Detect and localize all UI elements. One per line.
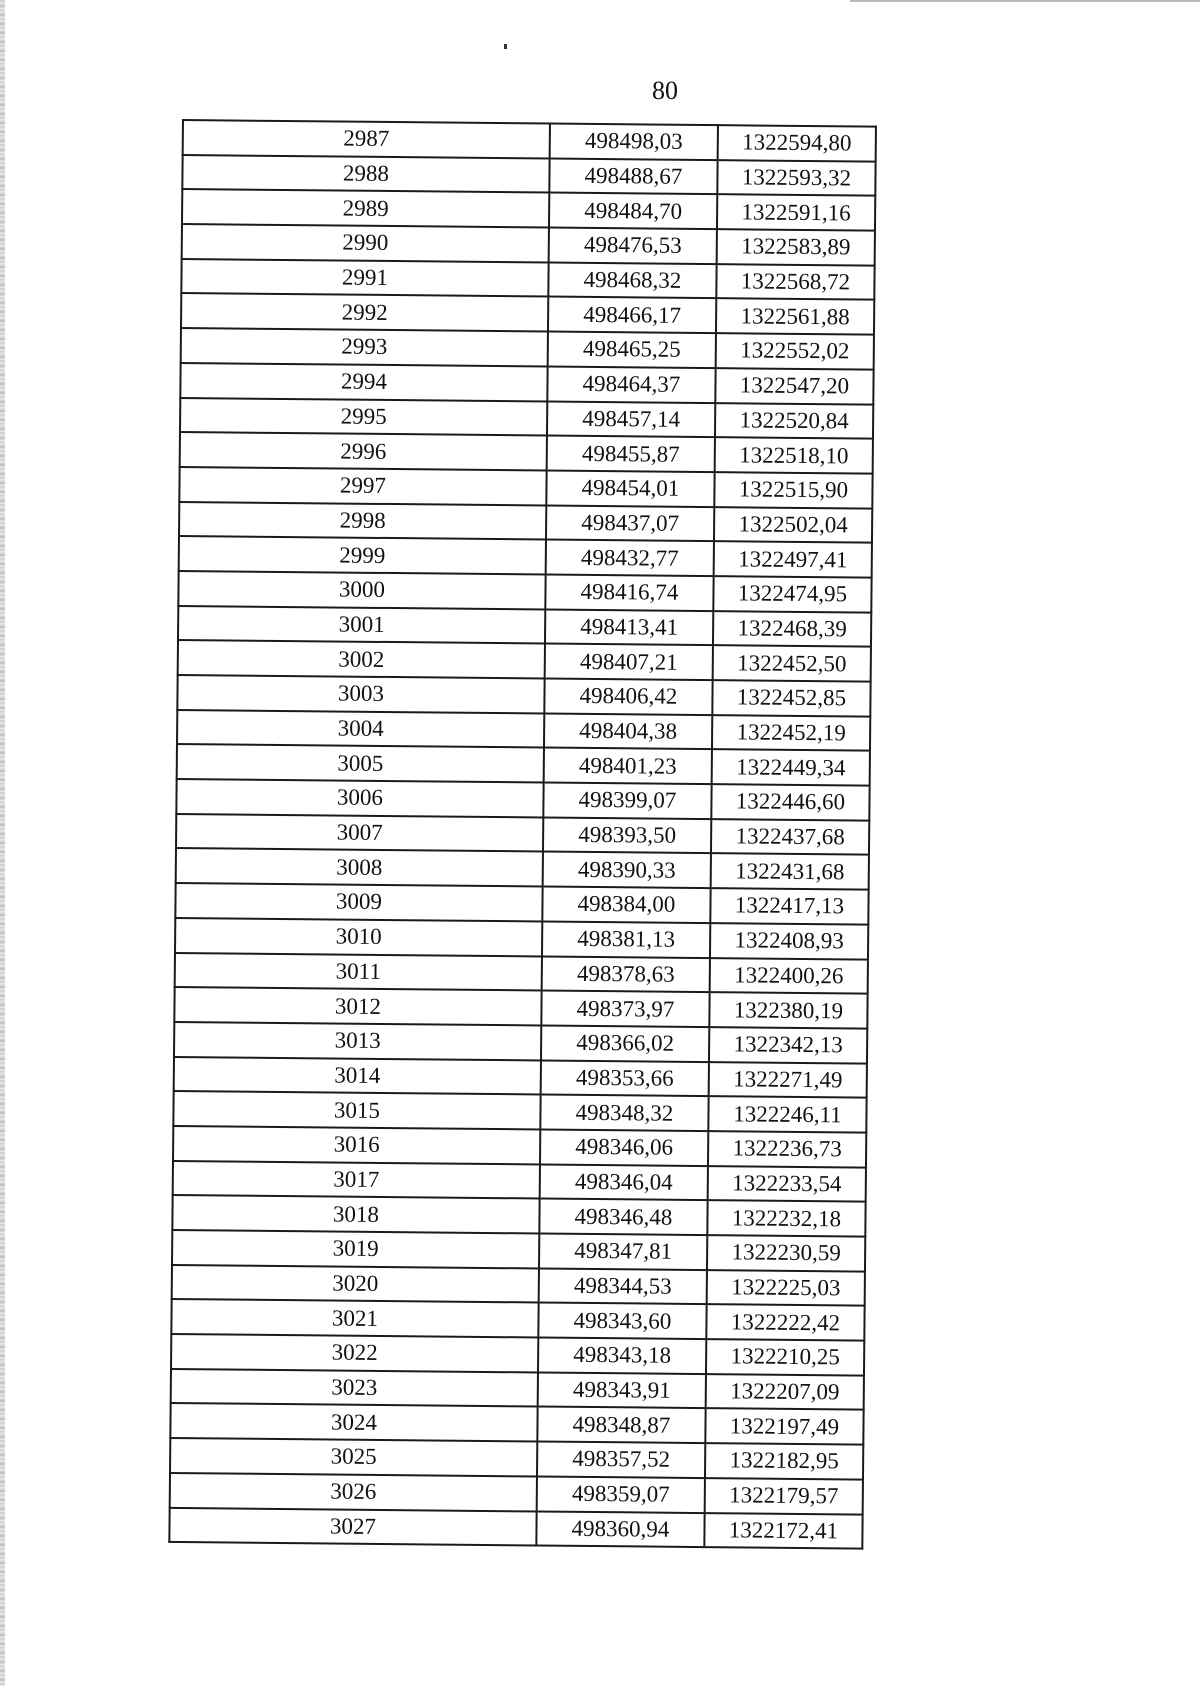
x-coordinate-cell: 498437,07: [546, 505, 714, 541]
y-coordinate-cell: 1322452,85: [712, 680, 870, 716]
x-coordinate-cell: 498404,38: [544, 713, 712, 749]
x-coordinate-cell: 498498,03: [550, 124, 718, 160]
x-coordinate-cell: 498466,17: [548, 297, 716, 333]
point-number-cell: 3007: [176, 814, 543, 852]
x-coordinate-cell: 498432,77: [546, 540, 714, 576]
point-number-cell: 2997: [179, 467, 546, 505]
x-coordinate-cell: 498344,53: [539, 1268, 707, 1304]
y-coordinate-cell: 1322452,50: [713, 645, 871, 681]
x-coordinate-cell: 498366,02: [541, 1025, 709, 1061]
point-number-cell: 3024: [170, 1403, 537, 1441]
y-coordinate-cell: 1322583,89: [717, 229, 875, 265]
x-coordinate-cell: 498346,06: [540, 1129, 708, 1165]
x-coordinate-cell: 498393,50: [543, 817, 711, 853]
x-coordinate-cell: 498348,87: [537, 1407, 705, 1443]
y-coordinate-cell: 1322594,80: [718, 125, 876, 161]
scan-speck: [504, 44, 507, 49]
point-number-cell: 2995: [180, 397, 547, 435]
y-coordinate-cell: 1322172,41: [704, 1513, 862, 1549]
x-coordinate-cell: 498353,66: [541, 1060, 709, 1096]
x-coordinate-cell: 498343,60: [538, 1303, 706, 1339]
scan-top-edge: [850, 0, 1200, 2]
coordinates-table: [168, 119, 877, 1550]
coordinates-table-body: [169, 120, 876, 1549]
point-number-cell: 3006: [176, 779, 543, 817]
point-number-cell: 2996: [180, 432, 547, 470]
y-coordinate-cell: 1322474,95: [713, 576, 871, 612]
y-coordinate-cell: 1322408,93: [710, 923, 868, 959]
y-coordinate-cell: 1322437,68: [711, 819, 869, 855]
point-number-cell: 2992: [181, 293, 548, 331]
page-number: 80: [652, 76, 678, 105]
point-number-cell: 3027: [169, 1507, 536, 1545]
point-number-cell: 3023: [171, 1369, 538, 1407]
y-coordinate-cell: 1322446,60: [711, 784, 869, 820]
point-number-cell: 3016: [173, 1126, 540, 1164]
y-coordinate-cell: 1322197,49: [705, 1409, 863, 1445]
y-coordinate-cell: 1322222,42: [706, 1304, 864, 1340]
point-number-cell: 3020: [172, 1265, 539, 1303]
point-number-cell: 3004: [177, 710, 544, 748]
y-coordinate-cell: 1322233,54: [708, 1166, 866, 1202]
x-coordinate-cell: 498413,41: [545, 609, 713, 645]
x-coordinate-cell: 498406,42: [544, 679, 712, 715]
point-number-cell: 3013: [174, 1022, 541, 1060]
y-coordinate-cell: 1322236,73: [708, 1131, 866, 1167]
x-coordinate-cell: 498347,81: [539, 1233, 707, 1269]
x-coordinate-cell: 498484,70: [549, 193, 717, 229]
point-number-cell: 3019: [172, 1230, 539, 1268]
x-coordinate-cell: 498381,13: [542, 921, 710, 957]
point-number-cell: 2987: [183, 120, 550, 158]
point-number-cell: 3014: [174, 1057, 541, 1095]
x-coordinate-cell: 498348,32: [540, 1095, 708, 1131]
y-coordinate-cell: 1322518,10: [715, 437, 873, 473]
y-coordinate-cell: 1322468,39: [713, 611, 871, 647]
y-coordinate-cell: 1322547,20: [715, 368, 873, 404]
x-coordinate-cell: 498357,52: [537, 1442, 705, 1478]
x-coordinate-cell: 498476,53: [549, 228, 717, 264]
y-coordinate-cell: 1322497,41: [714, 541, 872, 577]
x-coordinate-cell: 498346,48: [539, 1199, 707, 1235]
x-coordinate-cell: 498455,87: [547, 436, 715, 472]
x-coordinate-cell: 498373,97: [541, 991, 709, 1027]
y-coordinate-cell: 1322593,32: [717, 160, 875, 196]
point-number-cell: 3026: [170, 1473, 537, 1511]
point-number-cell: 3017: [173, 1161, 540, 1199]
point-number-cell: 3025: [170, 1438, 537, 1476]
point-number-cell: 3003: [177, 675, 544, 713]
point-number-cell: 3009: [175, 883, 542, 921]
y-coordinate-cell: 1322271,49: [709, 1062, 867, 1098]
point-number-cell: 3022: [171, 1334, 538, 1372]
x-coordinate-cell: 498343,91: [538, 1372, 706, 1408]
y-coordinate-cell: 1322210,25: [706, 1339, 864, 1375]
x-coordinate-cell: 498465,25: [548, 332, 716, 368]
y-coordinate-cell: 1322552,02: [716, 333, 874, 369]
x-coordinate-cell: 498401,23: [544, 748, 712, 784]
point-number-cell: 3010: [175, 918, 542, 956]
point-number-cell: 2990: [182, 224, 549, 262]
point-number-cell: 3001: [178, 606, 545, 644]
y-coordinate-cell: 1322232,18: [707, 1200, 865, 1236]
x-coordinate-cell: 498390,33: [543, 852, 711, 888]
point-number-cell: 2991: [181, 259, 548, 297]
point-number-cell: 3002: [178, 640, 545, 678]
y-coordinate-cell: 1322400,26: [710, 958, 868, 994]
x-coordinate-cell: 498343,18: [538, 1338, 706, 1374]
y-coordinate-cell: 1322452,19: [712, 715, 870, 751]
point-number-cell: 3000: [178, 571, 545, 609]
y-coordinate-cell: 1322520,84: [715, 403, 873, 439]
point-number-cell: 3018: [172, 1195, 539, 1233]
y-coordinate-cell: 1322449,34: [712, 749, 870, 785]
y-coordinate-cell: 1322182,95: [705, 1443, 863, 1479]
y-coordinate-cell: 1322230,59: [707, 1235, 865, 1271]
x-coordinate-cell: 498378,63: [542, 956, 710, 992]
y-coordinate-cell: 1322179,57: [705, 1478, 863, 1514]
x-coordinate-cell: 498454,01: [546, 470, 714, 506]
x-coordinate-cell: 498384,00: [542, 887, 710, 923]
x-coordinate-cell: 498457,14: [547, 401, 715, 437]
y-coordinate-cell: 1322380,19: [709, 992, 867, 1028]
y-coordinate-cell: 1322431,68: [711, 854, 869, 890]
point-number-cell: 3011: [175, 952, 542, 990]
y-coordinate-cell: 1322342,13: [709, 1027, 867, 1063]
x-coordinate-cell: 498488,67: [549, 158, 717, 194]
y-coordinate-cell: 1322246,11: [708, 1096, 866, 1132]
scan-left-edge: [0, 0, 5, 1686]
x-coordinate-cell: 498399,07: [543, 783, 711, 819]
y-coordinate-cell: 1322417,13: [710, 888, 868, 924]
x-coordinate-cell: 498407,21: [545, 644, 713, 680]
x-coordinate-cell: 498346,04: [540, 1164, 708, 1200]
point-number-cell: 3021: [171, 1299, 538, 1337]
point-number-cell: 2989: [182, 189, 549, 227]
y-coordinate-cell: 1322207,09: [706, 1374, 864, 1410]
point-number-cell: 3008: [176, 848, 543, 886]
y-coordinate-cell: 1322568,72: [716, 264, 874, 300]
point-number-cell: 2999: [179, 536, 546, 574]
point-number-cell: 2998: [179, 502, 546, 540]
point-number-cell: 3005: [177, 744, 544, 782]
point-number-cell: 3015: [173, 1091, 540, 1129]
table-row: [169, 1507, 862, 1548]
y-coordinate-cell: 1322561,88: [716, 299, 874, 335]
point-number-cell: 2994: [180, 363, 547, 401]
y-coordinate-cell: 1322591,16: [717, 195, 875, 231]
x-coordinate-cell: 498360,94: [536, 1511, 704, 1547]
point-number-cell: 2988: [182, 155, 549, 193]
y-coordinate-cell: 1322225,03: [707, 1270, 865, 1306]
point-number-cell: 3012: [174, 987, 541, 1025]
y-coordinate-cell: 1322502,04: [714, 507, 872, 543]
x-coordinate-cell: 498464,37: [547, 366, 715, 402]
x-coordinate-cell: 498468,32: [548, 262, 716, 298]
point-number-cell: 2993: [181, 328, 548, 366]
x-coordinate-cell: 498416,74: [545, 574, 713, 610]
x-coordinate-cell: 498359,07: [537, 1476, 705, 1512]
y-coordinate-cell: 1322515,90: [714, 472, 872, 508]
